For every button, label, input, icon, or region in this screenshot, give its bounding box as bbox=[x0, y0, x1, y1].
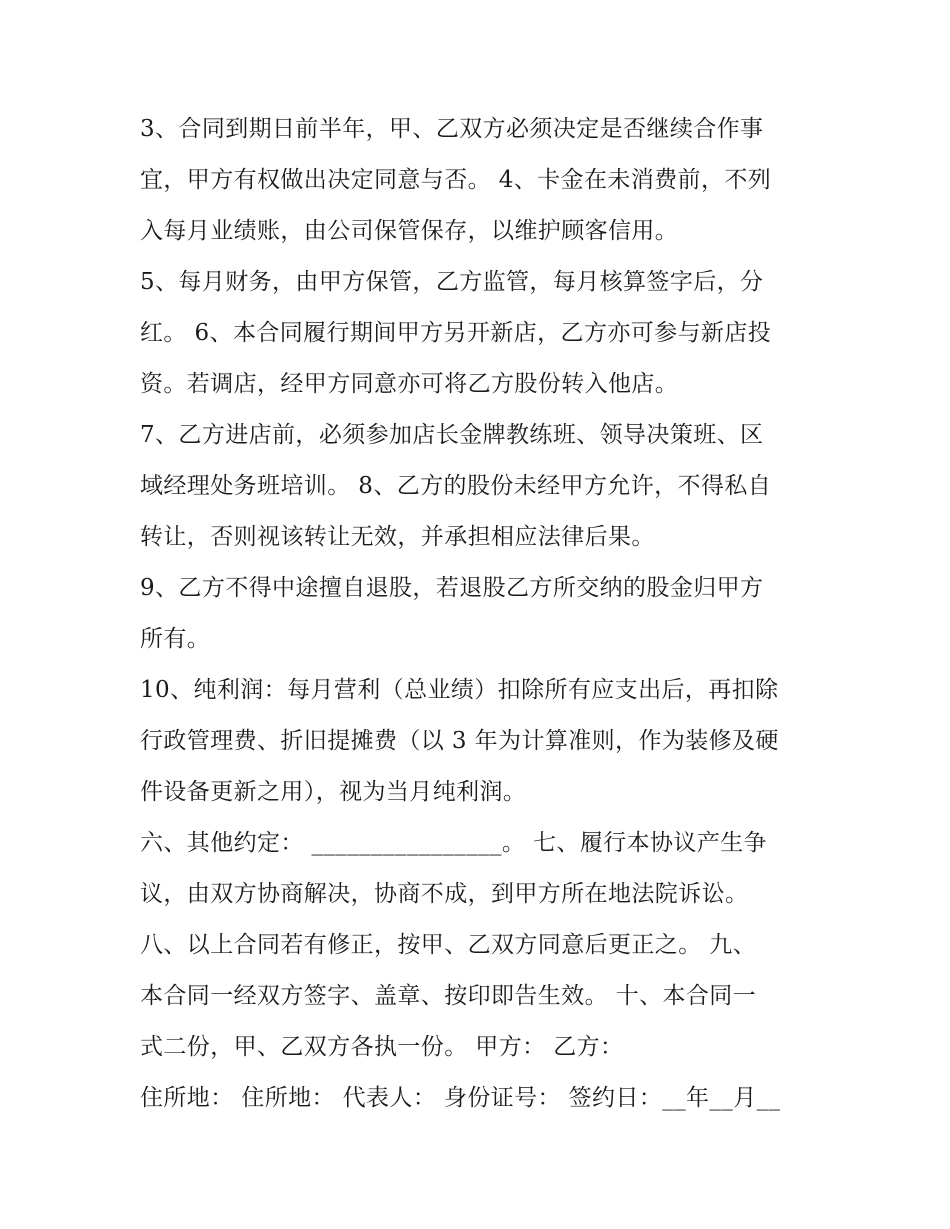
text-line: 转让，否则视该转让无效，并承担相应法律后果。 bbox=[140, 524, 655, 550]
text-line: 议，由双方协商解决，协商不成，到甲方所在地法院诉讼。 bbox=[140, 881, 749, 907]
text-line: 住所地： 住所地： 代表人： 身份证号： 签约日：__年__月__ bbox=[140, 1085, 781, 1111]
text-line: 7、乙方进店前，必须参加店长金牌教练班、领导决策班、区 bbox=[140, 422, 764, 448]
text-line: 资。若调店，经甲方同意亦可将乙方股份转入他店。 bbox=[140, 371, 679, 397]
text-line: 红。 6、本合同履行期间甲方另开新店，乙方亦可参与新店投 bbox=[140, 320, 772, 346]
text-line: 八、以上合同若有修正，按甲、乙双方同意后更正之。 九、 bbox=[140, 932, 757, 958]
text-line: 行政管理费、折旧提摊费（以 3 年为计算准则，作为装修及硬 bbox=[140, 728, 779, 754]
text-line: 宜，甲方有权做出决定同意与否。 4、卡金在未消费前，不列 bbox=[140, 167, 772, 193]
contract-body bbox=[140, 104, 820, 1124]
text-line: 件设备更新之用），视为当月纯利润。 bbox=[140, 779, 527, 805]
text-line: 六、其他约定： ________________。 七、履行本协议产生争 bbox=[140, 830, 768, 856]
text-line: 9、乙方不得中途擅自退股，若退股乙方所交纳的股金归甲方 bbox=[140, 575, 764, 601]
text-line: 域经理处务班培训。 8、乙方的股份未经甲方允许，不得私自 bbox=[140, 473, 772, 499]
text-line: 5、每月财务，由甲方保管，乙方监管，每月核算签字后，分 bbox=[140, 269, 764, 295]
text-line: 入每月业绩账，由公司保管保存，以维护顾客信用。 bbox=[140, 218, 679, 244]
text-line: 10、纯利润：每月营利（总业绩）扣除所有应支出后，再扣除 bbox=[140, 677, 779, 703]
text-line: 式二份，甲、乙双方各执一份。 甲方： 乙方： bbox=[140, 1034, 624, 1060]
text-line: 本合同一经双方签字、盖章、按印即告生效。 十、本合同一 bbox=[140, 983, 757, 1009]
text-line: 3、合同到期日前半年，甲、乙双方必须决定是否继续合作事 bbox=[140, 116, 764, 142]
text-line: 所有。 bbox=[140, 626, 211, 652]
